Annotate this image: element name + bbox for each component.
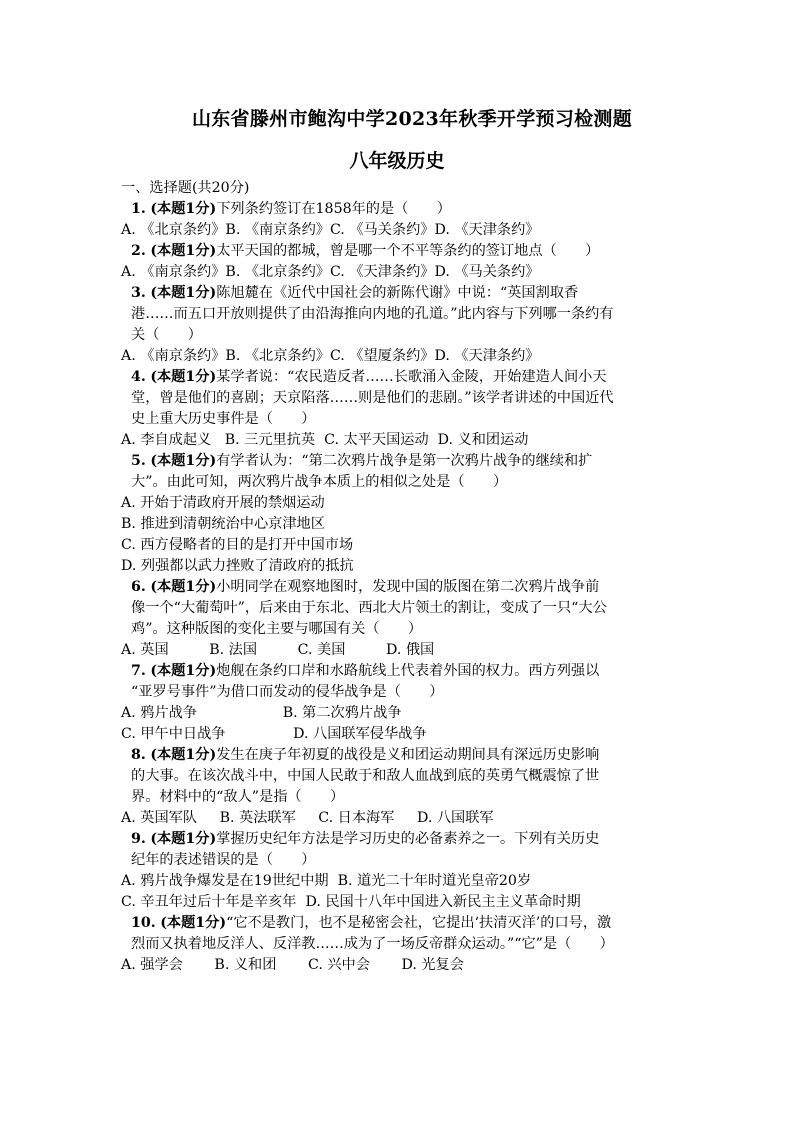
question-text-continued: 的大事。在该次战斗中，中国人民敢于和敌人血战到底的英勇气概震惊了世 [131,768,600,784]
question-item [121,283,681,367]
question-item [121,367,681,451]
question-score-tag: (本题1分) [150,747,217,763]
question-number: 4. [131,369,146,385]
question-item [121,661,681,745]
question-text-continued: 纪年的表述错误的是（ ） [131,852,316,868]
question-item [121,829,681,913]
question-score-tag: (本题1分) [150,663,217,679]
question-text-continued: 像一个“大葡萄叶”，后来由于东北、西北大片领土的割让，变成了一只“大公 [131,600,607,616]
question-text-continued: 大”。由此可知，两次鸦片战争本质上的相似之处是（ ） [131,474,508,490]
question-text-continued: 堂，曾是他们的喜剧；天京陷落……则是他们的悲剧。”该学者讲述的中国近代 [131,390,614,406]
question-text: 下列条约签订在1858年的是（ ） [216,201,451,217]
question-text-continued: 港……而五口开放则提供了由沿海推向内地的孔道。”此内容与下列哪一条约有 [131,306,614,322]
question-text-continued: “亚罗号事件”为借口而发动的侵华战争是（ ） [131,684,444,700]
question-stem [121,745,681,766]
question-text: 炮舰在条约口岸和水路航线上代表着外国的权力。西方列强以 [216,663,600,679]
question-score-tag: (本题1分) [150,453,217,469]
exam-content [121,178,681,976]
question-stem [121,913,681,934]
question-text-continued: 烈而又执着地反洋人、反洋教……成为了一场反帝群众运动。”“它”是（ ） [131,936,614,952]
question-text: 发生在庚子年初夏的战役是义和团运动期间具有深远历史影响 [216,747,600,763]
answer-options: C. 甲午中日战争 D. 八国联军侵华战争 [121,726,427,742]
exam-title: 山东省滕州市鲍沟中学2023年秋季开学预习检测题 [191,108,633,130]
question-stem [121,283,681,304]
question-score-tag: (本题1分) [150,831,217,847]
question-text: 掌握历史纪年方法是学习历史的必备素养之一。下列有关历史 [216,831,600,847]
section-heading: 一、选择题(共20分) [121,180,250,196]
question-text-continued: 关（ ） [131,327,202,343]
question-number: 6. [131,579,146,595]
question-score-tag: (本题1分) [150,285,217,301]
question-number: 1. [131,201,146,217]
question-list [121,199,681,976]
question-text: 某学者说：“农民造反者……长歌涌入金陵，开始建造人间小天 [216,369,607,385]
question-score-tag: (本题1分) [160,915,227,931]
question-item [121,913,681,976]
question-text-continued: 史上重大历史事件是（ ） [131,411,316,427]
question-score-tag: (本题1分) [150,579,217,595]
answer-options: A. 《北京条约》B. 《南京条约》C. 《马关条约》D. 《天津条约》 [121,222,540,238]
answer-options: A. 鸦片战争爆发是在19世纪中期 B. 道光二十年时道光皇帝20岁 [121,873,532,889]
question-number: 3. [131,285,146,301]
answer-options: C. 西方侵略者的目的是打开中国市场 [121,537,354,553]
question-number: 7. [131,663,146,679]
answer-options: A. 李自成起义 B. 三元里抗英 C. 太平天国运动 D. 义和团运动 [121,432,529,448]
question-stem [121,577,681,598]
question-text-continued: 鸡”。这种版图的变化主要与哪国有关（ ） [131,621,423,637]
question-text: 小明同学在观察地图时，发现中国的版图在第二次鸦片战争前 [216,579,600,595]
exam-subtitle: 八年级历史 [349,150,445,172]
answer-options: A. 《南京条约》B. 《北京条约》C. 《望厦条约》D. 《天津条约》 [121,348,540,364]
question-stem [121,241,681,262]
question-stem [121,451,681,472]
answer-options: A. 强学会 B. 义和团 C. 兴中会 D. 光复会 [121,957,464,973]
question-item [121,745,681,829]
answer-options: C. 辛丑年过后十年是辛亥年 D. 民国十八年中国进入新民主主义革命时期 [121,894,581,910]
question-number: 9. [131,831,146,847]
question-text: 太平天国的都城，曾是哪一个不平等条约的签订地点（ ） [216,243,600,259]
question-number: 2. [131,243,146,259]
answer-options: A. 开始于清政府开展的禁烟运动 [121,495,325,511]
question-stem [121,829,681,850]
question-stem [121,199,681,220]
question-item [121,577,681,661]
question-number: 8. [131,747,146,763]
question-text: 有学者认为：“第二次鸦片战争是第一次鸦片战争的继续和扩 [216,453,593,469]
question-item [121,199,681,241]
answer-options: D. 列强都以武力挫败了清政府的抵抗 [121,558,354,574]
answer-options: A. 《南京条约》B. 《北京条约》C. 《天津条约》D. 《马关条约》 [121,264,540,280]
question-item [121,241,681,283]
answer-options: A. 鸦片战争 B. 第二次鸦片战争 [121,705,402,721]
question-item [121,451,681,577]
question-number: 10. [131,915,156,931]
question-score-tag: (本题1分) [150,243,217,259]
question-text: “它不是教门，也不是秘密会社，它提出‘扶清灭洋’的口号，激 [226,915,612,931]
answer-options: A. 英国军队 B. 英法联军 C. 日本海军 D. 八国联军 [121,810,494,826]
question-score-tag: (本题1分) [150,201,217,217]
answer-options: A. 英国 B. 法国 C. 美国 D. 俄国 [121,642,435,658]
question-text: 陈旭麓在《近代中国社会的新陈代谢》中说：“英国割取香 [216,285,579,301]
question-text-continued: 界。材料中的“敌人”是指（ ） [131,789,345,805]
question-stem [121,367,681,388]
question-stem [121,661,681,682]
answer-options: B. 推进到清朝统治中心京津地区 [121,516,325,532]
question-score-tag: (本题1分) [150,369,217,385]
question-number: 5. [131,453,146,469]
